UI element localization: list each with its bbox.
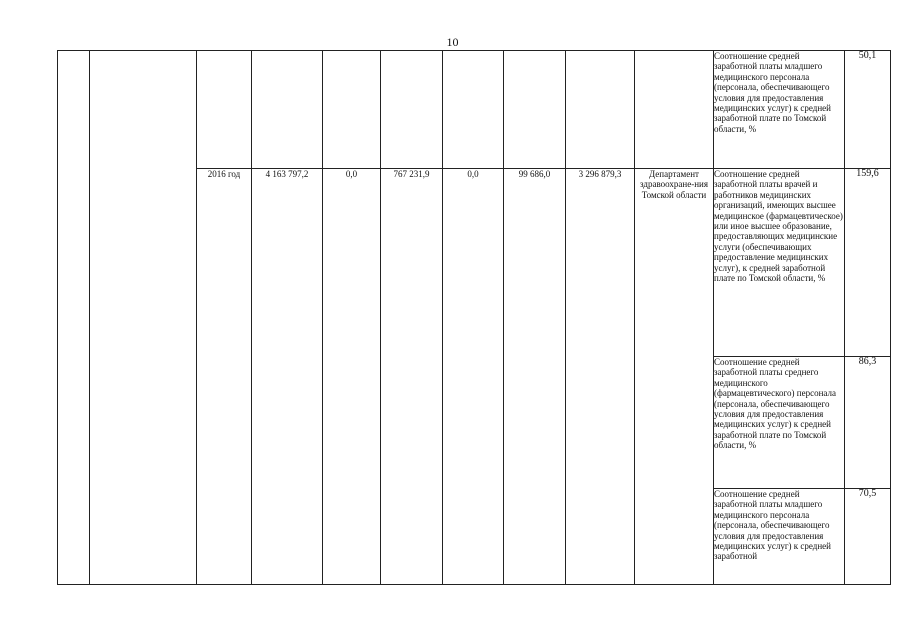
indicator-value: 70,5 [845, 489, 891, 585]
cell-name [90, 51, 197, 585]
cell-total [252, 51, 323, 169]
cell-year [197, 51, 252, 169]
program-table [57, 50, 891, 585]
cell-number [58, 51, 90, 585]
page-number: 10 [446, 35, 459, 49]
indicator-text: Соотношение средней заработной платы врачей и работников медицинских организаций, имеющих высшее медицинское (фармацевтическое) или иное высшее образование, предоставляющих медицинские услуги (обеспечивающих предоставление медицинских услуг), к средней заработной плате по Томской области, % [714, 169, 845, 357]
cell-regional [381, 51, 443, 169]
cell-fund: 3 296 879,3 [566, 169, 635, 585]
cell-extrabudget: 99 686,0 [504, 169, 566, 585]
cell-extrabudget [504, 51, 566, 169]
cell-department [635, 51, 714, 169]
indicator-value: 86,3 [845, 357, 891, 489]
cell-year: 2016 год [197, 169, 252, 585]
indicator-value: 159,6 [845, 169, 891, 357]
cell-local: 0,0 [443, 169, 504, 585]
cell-federal [323, 51, 381, 169]
indicator-text: Соотношение средней заработной платы младшего медицинского персонала (персонала, обеспечивающего условия для предоставления медицинских услуг) к средней заработной [714, 489, 845, 585]
table-row [58, 51, 891, 169]
cell-local [443, 51, 504, 169]
cell-total: 4 163 797,2 [252, 169, 323, 585]
indicator-value: 50,1 [845, 51, 891, 169]
cell-regional: 767 231,9 [381, 169, 443, 585]
cell-department: Департамент здравоохране-ния Томской области [635, 169, 714, 585]
cell-federal: 0,0 [323, 169, 381, 585]
cell-fund [566, 51, 635, 169]
indicator-text: Соотношение средней заработной платы младшего медицинского персонала (персонала, обеспечивающего условия для предоставления медицинских услуг) к средней заработной плате по Томской области, % [714, 51, 845, 169]
indicator-text: Соотношение средней заработной платы среднего медицинского (фармацевтического) персонала (персонала, обеспечивающего условия для предоставления медицинских услуг) к средней заработной плате по Томской области, % [714, 357, 845, 489]
